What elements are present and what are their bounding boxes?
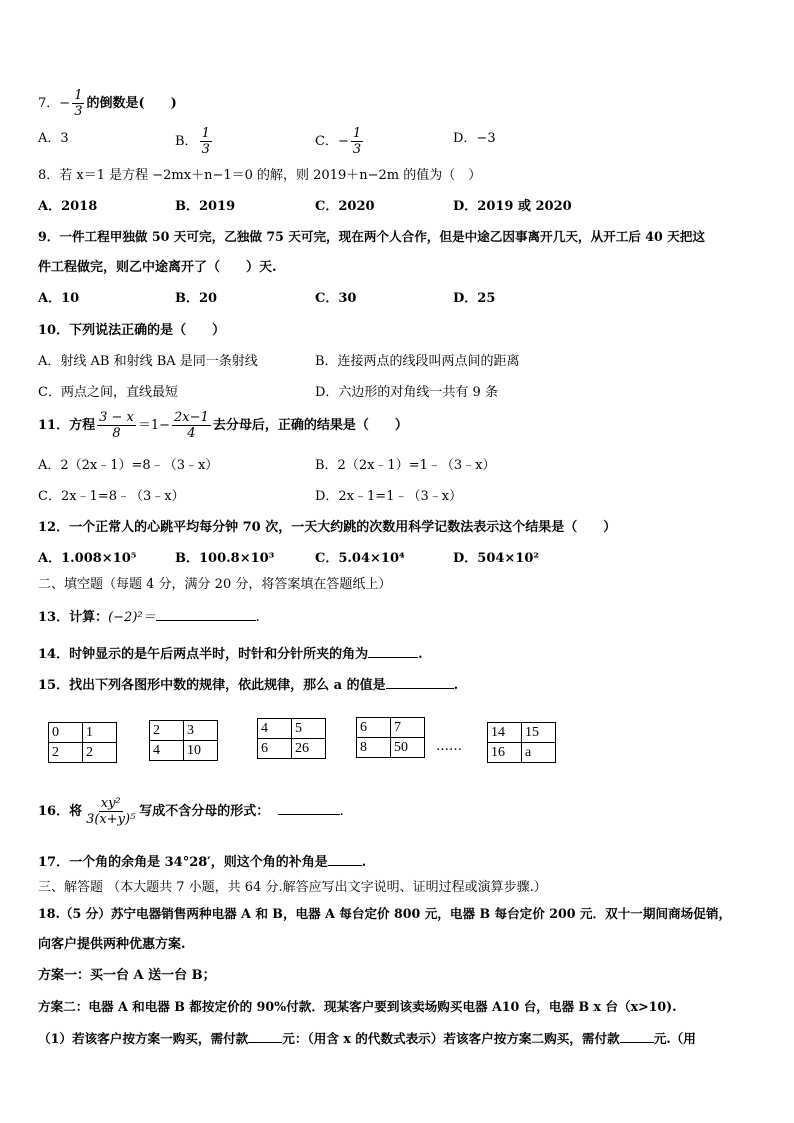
section-2-heading: 二、填空题（每题 4 分，满分 20 分，将答案填在答题纸上）: [38, 577, 392, 592]
question-16: 16．将 $\frac{\text{xy²}}{\text{3(x+y)⁵}}$ 写成不含分母的形式： .: [38, 796, 344, 827]
q7-option-c: C．− $\frac{1}{3}$: [315, 126, 362, 157]
question-17: 17．一个角的余角是 34°28′，则这个角的补角是 .: [38, 855, 367, 870]
q11-option-c: C．2x﹣1=8﹣（3﹣x）: [38, 489, 185, 504]
question-10: 10．下列说法正确的是（ ）: [38, 323, 226, 338]
q9-option-c: C．30: [315, 291, 357, 306]
answer-blank[interactable]: [328, 853, 362, 866]
q7-option-b: B． $\frac{1}{3}$: [175, 126, 210, 157]
q8-option-a: A．2018: [38, 199, 98, 214]
answer-blank[interactable]: [278, 802, 340, 815]
question-11: 11．方程 $\frac{3 - x}{8}$ ＝1− $\frac{2x-1}{4}$ 去分母后，正确的结果是（ ）: [38, 410, 408, 441]
q9-option-d: D．25: [453, 291, 496, 306]
question-12: 12．一个正常人的心跳平均每分钟 70 次，一天大约跳的次数用科学记数法表示这个结果是（ ）: [38, 520, 617, 535]
number-grid-2: 2 3 4 10: [149, 720, 218, 761]
q11-option-d: D．2x﹣1=1﹣（3﹣x）: [315, 489, 463, 504]
question-18-line-1: 18.（5 分）苏宁电器销售两种电器 A 和 B，电器 A 每台定价 800 元，电器 B 每台定价 200 元．双十一期间商场促销，: [38, 906, 732, 921]
q12-option-a: A．1.008×10⁵: [38, 551, 137, 566]
question-15: 15．找出下列各图形中数的规律，依此规律，那么 a 的值是 .: [38, 678, 459, 693]
q8-option-c: C．2020: [315, 199, 375, 214]
question-9-line-2: 件工程做完，则乙中途离开了（ ）天.: [38, 260, 277, 275]
q12-option-c: C．5.04×10⁴: [315, 551, 405, 566]
number-grid-4: 6 7 8 50: [356, 717, 425, 758]
q9-option-a: A．10: [38, 291, 80, 306]
question-18-plan-1: 方案一：买一台 A 送一台 B；: [38, 968, 216, 983]
number-grid-3: 4 5 6 26: [257, 718, 326, 759]
question-18-plan-2: 方案二：电器 A 和电器 B 都按定价的 90%付款．现某客户要到该卖场购买电器 A10 台，电器 B x 台（x>10).: [38, 999, 677, 1014]
question-18-line-2: 向客户提供两种优惠方案.: [38, 937, 186, 952]
q9-option-b: B．20: [175, 291, 218, 306]
number-grid-5: 14 15 16 a: [487, 722, 556, 763]
q8-option-d: D．2019 或 2020: [453, 199, 572, 214]
question-18-sub-1: （1）若该客户按方案一购买，需付款 元：（用含 x 的代数式表示）若该客户按方案二购买，需付款 元.（用: [38, 1031, 696, 1046]
question-13: 13．计算：(−2)²＝ .: [38, 610, 260, 625]
question-8: 8．若 x＝1 是方程 −2mx＋n−1＝0 的解，则 2019＋n−2m 的值为（ ）: [38, 168, 482, 183]
q10-option-c: C．两点之间，直线最短: [38, 385, 178, 400]
answer-blank[interactable]: [368, 645, 418, 658]
section-3-heading: 三、解答题 （本大题共 7 小题，共 64 分.解答应写出文字说明、证明过程或演算步骤.）: [38, 880, 547, 895]
answer-blank[interactable]: [156, 608, 256, 621]
answer-blank[interactable]: [386, 676, 454, 689]
question-9-line-1: 9．一件工程甲独做 50 天可完，乙独做 75 天可完，现在两个人合作，但是中途乙因事离开几天，从开工后 40 天把这: [38, 229, 705, 244]
answer-blank[interactable]: [620, 1030, 654, 1043]
question-14: 14．时钟显示的是午后两点半时，时针和分针所夹的角为 .: [38, 647, 423, 662]
q10-option-b: B．连接两点的线段叫两点间的距离: [315, 354, 520, 369]
q7-option-d: D．−3: [453, 131, 496, 146]
q11-option-a: A．2（2x﹣1）=8﹣（3﹣x）: [38, 458, 219, 473]
ellipsis: ……: [436, 739, 462, 754]
number-grid-1: 0 1 2 2: [48, 722, 117, 763]
q12-option-b: B．100.8×10³: [175, 551, 275, 566]
q7-option-a: A．3: [38, 131, 69, 146]
q8-option-b: B．2019: [175, 199, 236, 214]
answer-blank[interactable]: [248, 1030, 282, 1043]
q10-option-d: D．六边形的对角线一共有 9 条: [315, 385, 498, 400]
q10-option-a: A．射线 AB 和射线 BA 是同一条射线: [38, 354, 258, 369]
question-7: 7．− $\frac{1}{3}$ 的倒数是( ): [38, 88, 177, 119]
q11-option-b: B．2（2x﹣1）=1﹣（3﹣x）: [315, 458, 496, 473]
q12-option-d: D．504×10²: [453, 551, 540, 566]
fraction: $\frac{1}{3}$: [74, 88, 83, 119]
